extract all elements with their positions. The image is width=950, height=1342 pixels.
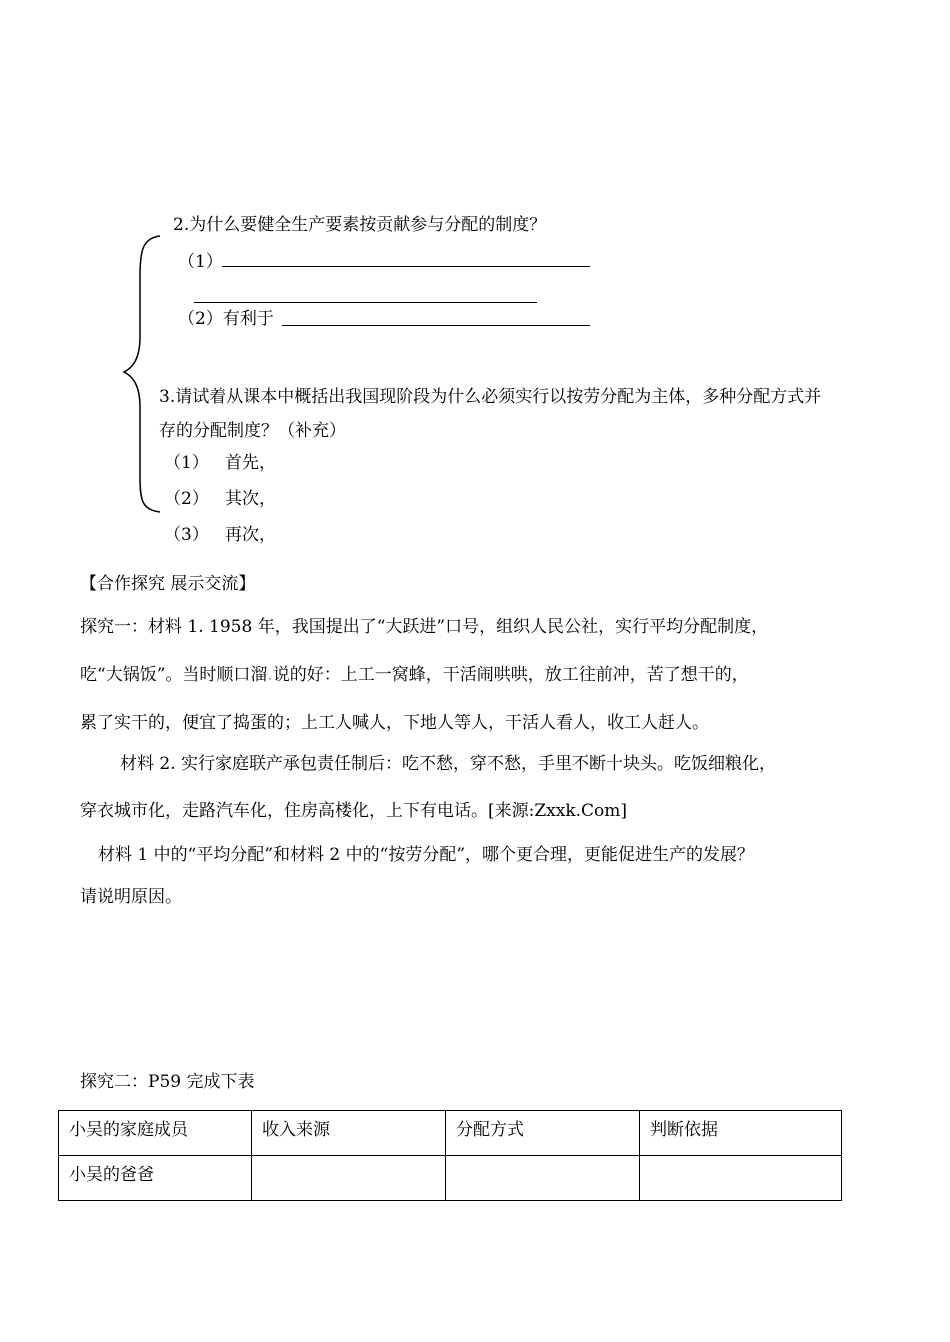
table-header-cell: 判断依据	[640, 1111, 842, 1156]
table-cell-blank[interactable]	[640, 1156, 842, 1201]
stray-dot: .	[267, 665, 273, 685]
explore1-line2a: 吃“大锅饭”。当时顺口溜	[80, 665, 268, 685]
q2-title: 2.为什么要健全生产要素按贡献参与分配的制度？	[173, 215, 547, 235]
table-cell-blank[interactable]	[252, 1156, 446, 1201]
explore2-title: 探究二：P59 完成下表	[80, 1072, 255, 1092]
q2-item1-blank-cont[interactable]	[194, 302, 537, 303]
q2-item1-blank[interactable]	[222, 266, 590, 267]
table-header-cell: 收入来源	[252, 1111, 446, 1156]
explore1-line7: 请说明原因。	[80, 887, 182, 907]
q3-line1: 3.请试着从课本中概括出我国现阶段为什么必须实行以按劳分配为主体，多种分配方式并	[159, 387, 822, 407]
explore1-line2	[80, 664, 749, 686]
q2-item2-label: （2）有利于	[178, 309, 274, 329]
family-income-table	[58, 1110, 842, 1201]
explore1-line5: 穿衣城市化，走路汽车化，住房高楼化，上下有电话。[来源:Zxxk.Com]	[80, 801, 628, 821]
table-cell: 小吴的爸爸	[59, 1156, 252, 1201]
q3-item3-num: （3）	[164, 525, 209, 545]
q3-item1-text: 首先，	[225, 453, 276, 473]
table-header-cell: 小吴的家庭成员	[59, 1111, 252, 1156]
q3-item1-num: （1）	[164, 453, 209, 473]
explore1-line3: 累了实干的，便宜了捣蛋的；上工人喊人，下地人等人，干活人看人，收工人赶人。	[80, 713, 709, 733]
section-header: 【合作探究 展示交流】	[80, 574, 256, 594]
table-header-row	[59, 1111, 842, 1156]
explore1-line6: 材料 1 中的“平均分配”和材料 2 中的“按劳分配”，哪个更合理，更能促进生产的发展？	[98, 845, 755, 865]
q3-item3-text: 再次，	[225, 525, 276, 545]
q3-item2-num: （2）	[164, 489, 209, 509]
q3-item2-text: 其次，	[225, 489, 276, 509]
table-row	[59, 1156, 842, 1201]
table-header-cell: 分配方式	[446, 1111, 640, 1156]
explore1-line1: 探究一：材料 1. 1958 年，我国提出了“大跃进”口号，组织人民公社，实行平均分配制度，	[80, 617, 769, 637]
table-cell-blank[interactable]	[446, 1156, 640, 1201]
q2-item2-blank[interactable]	[282, 325, 590, 326]
q3-line2: 存的分配制度？（补充）	[159, 421, 346, 441]
explore1-line2b: 说的好：上工一窝蜂，干活闹哄哄，放工往前冲，苦了想干的，	[272, 665, 749, 685]
left-brace	[120, 232, 170, 517]
q2-item1-label: （1）	[178, 252, 223, 272]
explore1-line4: 材料 2. 实行家庭联产承包责任制后：吃不愁，穿不愁，手里不断十块头。吃饭细粮化，	[120, 754, 777, 774]
